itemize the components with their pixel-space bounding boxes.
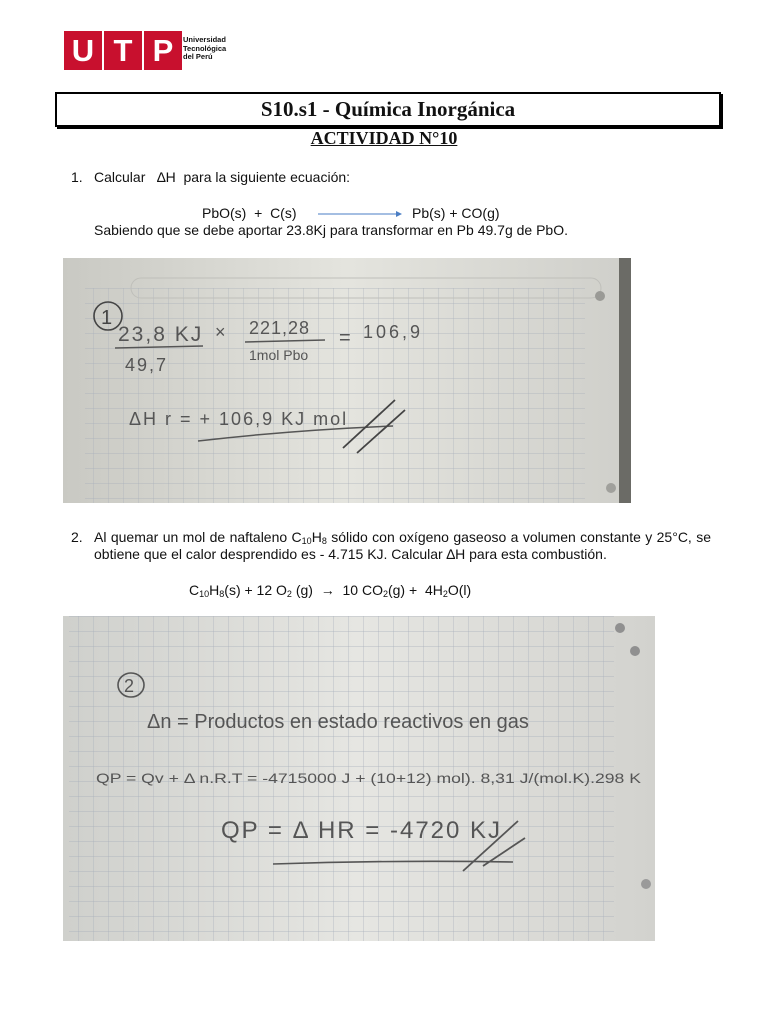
q2-text-part: Al quemar un mol de naftaleno C [94,529,302,545]
question-2-equation [189,582,471,599]
question-2-number: 2. [71,529,83,545]
eq-part: (g) → 10 CO [291,582,383,598]
q2-subscript: 10 [301,536,312,546]
logo-letter-t: T [104,31,142,70]
handwritten-solution-2-photo [63,616,655,941]
hw-result-1: 106,9 [363,322,424,342]
graph-paper-1 [63,258,631,503]
reaction-arrow-icon [318,209,402,219]
q2-text-part: H [311,529,322,545]
logo-university-name [183,36,226,62]
logo-letter-p: P [144,31,182,70]
hw-numerator-2: 221,28 [249,318,311,338]
eq-part: O(l) [447,582,472,598]
hw-denominator-1: 49,7 [125,355,169,375]
hw-answer-2: QP = Δ HR = -4720 KJ [221,817,503,844]
logo-text-line: Universidad [183,35,226,44]
eq-part: (s) + 12 O [224,582,287,598]
eq-part: C [189,582,200,598]
logo-letter-u: U [64,31,102,70]
q2-subscript: 8 [321,536,327,546]
question-1-products: Pb(s) + CO(g) [412,205,500,221]
hw-times: × [215,322,226,342]
hw-circle-label-1: 1 [101,307,113,329]
question-1-detail: Sabiendo que se debe aportar 23.8Kj para transformar en Pb 49.7g de PbO. [94,222,568,238]
activity-heading [0,128,768,149]
eq-subscript: 10 [199,589,210,599]
hw-equals: = [339,327,351,349]
utp-logo [64,31,240,71]
activity-heading-text: ACTIVIDAD N°10 [310,128,458,148]
graph-paper-2 [63,616,655,941]
question-1-reactants: PbO(s) + C(s) [202,205,297,221]
hw-answer-1: ΔH r = + 106,9 KJ mol [129,409,349,429]
hw-circle-label-2: 2 [124,676,135,696]
page-title: S10.s1 - Química Inorgánica [55,92,721,127]
logo-text-line: del Perú [183,52,213,61]
q2-text-part: sólido con oxígeno gaseoso a volumen constante y 25°C, se obtiene que el calor desprendido es - 4.715 KJ. Calcular ∆H para esta combustión. [94,529,711,562]
eq-subscript: 2 [286,589,292,599]
eq-part: (g) + 4H [387,582,443,598]
question-1-text: Calcular ∆H para la siguiente ecuación: [94,169,351,185]
hw-numerator-1: 23,8 KJ [118,323,204,346]
eq-subscript: 8 [219,589,225,599]
question-2-text [94,529,711,562]
handwritten-solution-1-photo [63,258,631,503]
hw-denominator-2: 1mol Pbo [249,347,309,363]
eq-subscript: 2 [442,589,448,599]
logo-text-line: Tecnológica [183,43,227,53]
eq-part: H [209,582,220,598]
hw-line1-2: Δn = Productos en estado reactivos en gas [147,711,529,733]
question-1-number: 1. [71,169,83,185]
hw-line2-2: QP = Qv + Δ n.R.T = -4715000 J + (10+12) mol). 8,31 J/(mol.K).298 K [96,770,642,786]
eq-subscript: 2 [382,589,388,599]
